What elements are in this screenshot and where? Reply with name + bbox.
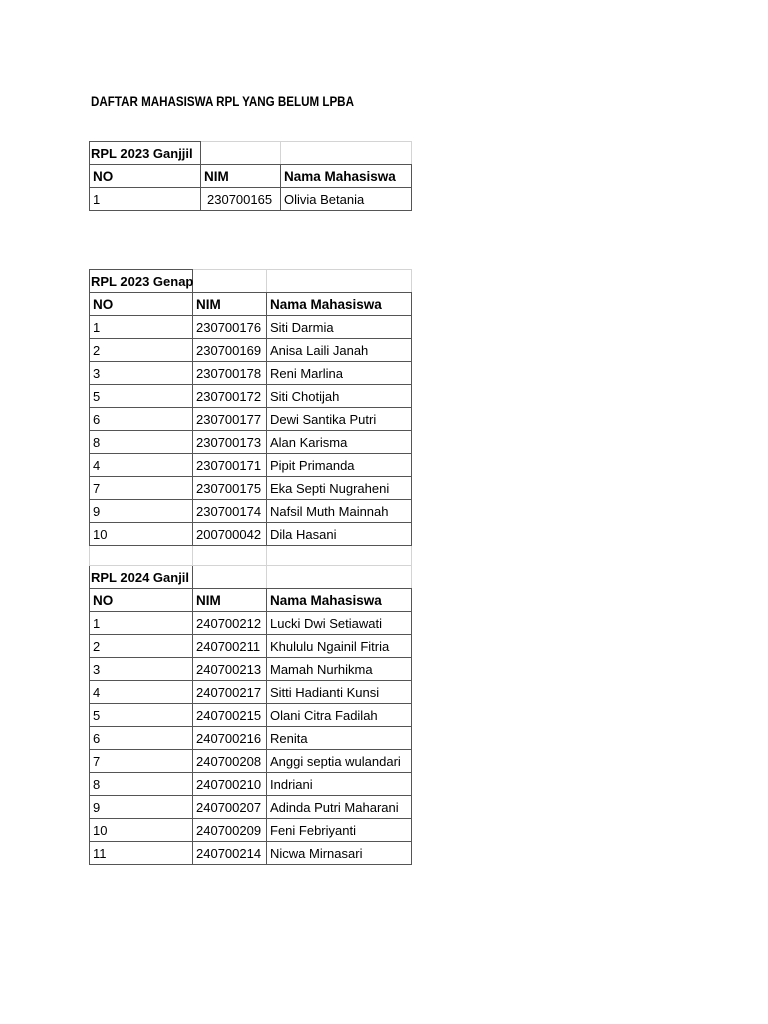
cell-no: 2 xyxy=(90,635,193,658)
cell-nama: Dewi Santika Putri xyxy=(267,408,412,431)
table-row xyxy=(90,431,412,454)
header-no: NO xyxy=(90,293,193,316)
table-row xyxy=(90,188,412,211)
table-row xyxy=(90,750,412,773)
cell-nim: 240700208 xyxy=(193,750,267,773)
cell-nama: Siti Chotijah xyxy=(267,385,412,408)
cell-nim: 200700042 xyxy=(193,523,267,546)
cell-no: 2 xyxy=(90,339,193,362)
table-row xyxy=(90,773,412,796)
table-row xyxy=(90,316,412,339)
header-nama: Nama Mahasiswa xyxy=(267,293,412,316)
table-header-row xyxy=(90,165,412,188)
table-row xyxy=(90,842,412,865)
cell-no: 1 xyxy=(90,316,193,339)
cell-no: 3 xyxy=(90,362,193,385)
table-rpl-2023-genap-2024-ganjil xyxy=(89,269,412,865)
empty-cell xyxy=(201,142,281,165)
header-no: NO xyxy=(90,589,193,612)
cell-nama: Anggi septia wulandari xyxy=(267,750,412,773)
table-header-row xyxy=(90,589,412,612)
cell-no: 4 xyxy=(90,454,193,477)
cell-no: 8 xyxy=(90,431,193,454)
page-title: DAFTAR MAHASISWA RPL YANG BELUM LPBA xyxy=(91,94,354,109)
cell-nama: Siti Darmia xyxy=(267,316,412,339)
cell-nama: Anisa Laili Janah xyxy=(267,339,412,362)
cell-nim: 240700210 xyxy=(193,773,267,796)
header-nama: Nama Mahasiswa xyxy=(267,589,412,612)
cell-nim: 240700213 xyxy=(193,658,267,681)
table-row xyxy=(90,819,412,842)
table-row xyxy=(90,612,412,635)
cell-nama: Olani Citra Fadilah xyxy=(267,704,412,727)
empty-cell xyxy=(193,566,267,589)
header-nim: NIM xyxy=(201,165,281,188)
cell-nama: Dila Hasani xyxy=(267,523,412,546)
cell-nim: 230700174 xyxy=(193,500,267,523)
cell-nim: 240700207 xyxy=(193,796,267,819)
cell-nama: Lucki Dwi Setiawati xyxy=(267,612,412,635)
table-rpl-2023-ganjil xyxy=(89,141,412,211)
group-caption-row xyxy=(90,142,412,165)
cell-no: 6 xyxy=(90,727,193,750)
header-nim: NIM xyxy=(193,589,267,612)
table-row xyxy=(90,408,412,431)
cell-nama: Pipit Primanda xyxy=(267,454,412,477)
cell-no: 5 xyxy=(90,385,193,408)
cell-no: 4 xyxy=(90,681,193,704)
cell-nim: 230700176 xyxy=(193,316,267,339)
cell-nama: Khululu Ngainil Fitria xyxy=(267,635,412,658)
cell-nama: Feni Febriyanti xyxy=(267,819,412,842)
table-row xyxy=(90,523,412,546)
cell-no: 6 xyxy=(90,408,193,431)
cell-no: 10 xyxy=(90,523,193,546)
empty-cell xyxy=(267,566,412,589)
table-row xyxy=(90,500,412,523)
table-row xyxy=(90,362,412,385)
cell-no: 5 xyxy=(90,704,193,727)
cell-nim: 230700169 xyxy=(193,339,267,362)
table-body xyxy=(90,142,412,211)
table-row xyxy=(90,385,412,408)
cell-nama: Nafsil Muth Mainnah xyxy=(267,500,412,523)
cell-nim: 240700211 xyxy=(193,635,267,658)
cell-no: 3 xyxy=(90,658,193,681)
table-row xyxy=(90,727,412,750)
header-nama: Nama Mahasiswa xyxy=(281,165,412,188)
cell-nim: 240700209 xyxy=(193,819,267,842)
cell-no: 1 xyxy=(90,612,193,635)
cell-no: 7 xyxy=(90,750,193,773)
cell-nama: Mamah Nurhikma xyxy=(267,658,412,681)
cell-nim: 230700165 xyxy=(201,188,281,211)
cell-no: 11 xyxy=(90,842,193,865)
empty-cell xyxy=(193,546,267,566)
cell-nim: 230700178 xyxy=(193,362,267,385)
cell-no: 10 xyxy=(90,819,193,842)
cell-nim: 240700212 xyxy=(193,612,267,635)
cell-nim: 230700172 xyxy=(193,385,267,408)
cell-nama: Sitti Hadianti Kunsi xyxy=(267,681,412,704)
table-row xyxy=(90,681,412,704)
cell-nim: 230700177 xyxy=(193,408,267,431)
cell-no: 9 xyxy=(90,500,193,523)
empty-cell xyxy=(193,270,267,293)
cell-no: 8 xyxy=(90,773,193,796)
cell-no: 1 xyxy=(90,188,201,211)
cell-no: 9 xyxy=(90,796,193,819)
header-no: NO xyxy=(90,165,201,188)
table-row xyxy=(90,704,412,727)
cell-nama: Adinda Putri Maharani xyxy=(267,796,412,819)
group-caption: RPL 2023 Genap xyxy=(90,270,193,293)
cell-no: 7 xyxy=(90,477,193,500)
cell-nama: Eka Septi Nugraheni xyxy=(267,477,412,500)
cell-nama: Indriani xyxy=(267,773,412,796)
cell-nama: Reni Marlina xyxy=(267,362,412,385)
cell-nim: 240700214 xyxy=(193,842,267,865)
cell-nim: 230700173 xyxy=(193,431,267,454)
group-caption: RPL 2023 Ganjjil xyxy=(90,142,201,165)
table-row xyxy=(90,796,412,819)
cell-nim: 240700217 xyxy=(193,681,267,704)
table-body xyxy=(90,270,412,865)
cell-nim: 230700175 xyxy=(193,477,267,500)
spacer-row xyxy=(90,546,412,566)
group-caption-row xyxy=(90,270,412,293)
table-row xyxy=(90,454,412,477)
cell-nama: Nicwa Mirnasari xyxy=(267,842,412,865)
cell-nama: Olivia Betania xyxy=(281,188,412,211)
empty-cell xyxy=(90,546,193,566)
cell-nim: 230700171 xyxy=(193,454,267,477)
cell-nim: 240700216 xyxy=(193,727,267,750)
table-header-row xyxy=(90,293,412,316)
cell-nama: Alan Karisma xyxy=(267,431,412,454)
cell-nim: 240700215 xyxy=(193,704,267,727)
table-row xyxy=(90,477,412,500)
table-row xyxy=(90,635,412,658)
empty-cell xyxy=(281,142,412,165)
empty-cell xyxy=(267,270,412,293)
table-row xyxy=(90,658,412,681)
group-caption: RPL 2024 Ganjil xyxy=(90,566,193,589)
group-caption-row xyxy=(90,566,412,589)
header-nim: NIM xyxy=(193,293,267,316)
cell-nama: Renita xyxy=(267,727,412,750)
empty-cell xyxy=(267,546,412,566)
table-row xyxy=(90,339,412,362)
